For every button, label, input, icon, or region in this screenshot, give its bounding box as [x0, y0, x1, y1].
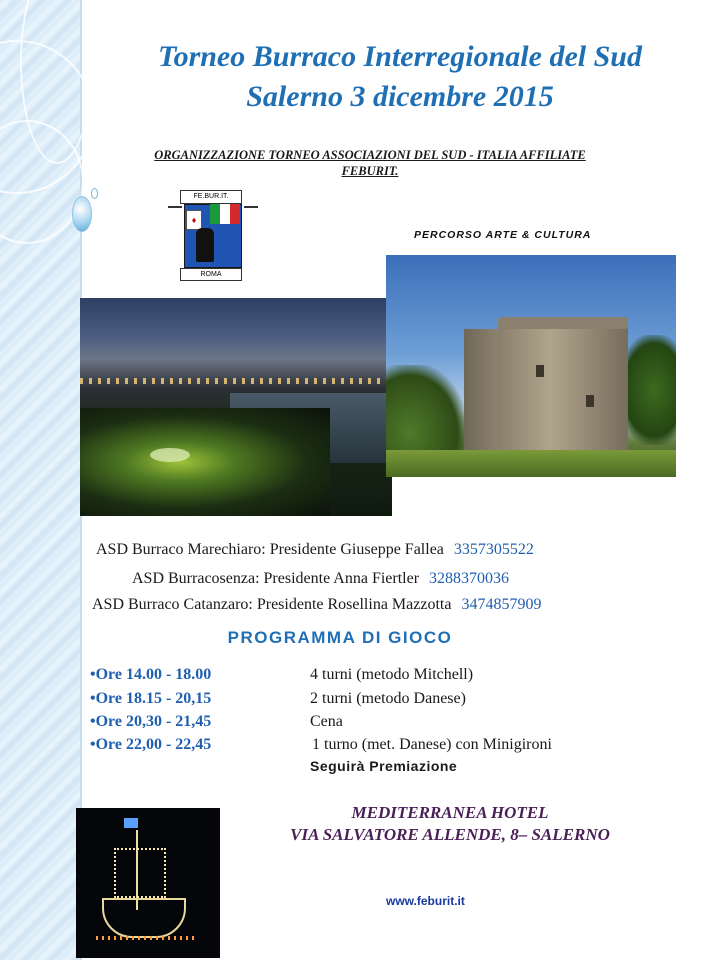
bead-decoration — [72, 196, 92, 232]
association-row — [92, 596, 541, 614]
ship-lights — [96, 936, 196, 940]
tower-body — [498, 325, 628, 460]
organization-line-2: FEBURIT. — [341, 164, 399, 178]
tower-window — [536, 365, 544, 377]
award-note: Seguirà Premiazione — [310, 758, 458, 774]
title-line-2: Salerno 3 dicembre 2015 — [246, 80, 554, 113]
culture-label: PERCORSO ARTE & CULTURA — [414, 229, 592, 241]
association-name: ASD Burracosenza: Presidente Anna Fiertler — [132, 570, 420, 587]
schedule-activity: Cena — [310, 713, 343, 730]
ship-hull — [102, 898, 186, 938]
tower-photo — [386, 255, 676, 477]
logo-top-label: FE.BUR.IT. — [180, 190, 242, 204]
schedule-time: •Ore 20,30 - 21,45 — [90, 713, 212, 730]
decorative-sidebar — [0, 0, 82, 960]
organization-line-1: ORGANIZZAZIONE TORNEO ASSOCIAZIONI DEL SUD - ITALIA AFFILIATE — [154, 148, 586, 162]
association-phone: 3288370036 — [429, 570, 510, 587]
italian-flag-icon — [210, 204, 240, 224]
logo-bottom-label: ROMA — [180, 268, 242, 281]
bead-decoration-small — [91, 188, 98, 199]
venue-address: VIA SALVATORE ALLENDE, 8– SALERNO — [290, 825, 610, 844]
feburit-logo — [166, 190, 260, 280]
programma-heading: PROGRAMMA DI GIOCO — [227, 628, 453, 647]
playing-card-icon: ♦ — [186, 210, 202, 230]
ship-sail — [114, 848, 166, 898]
schedule-activity: 4 turni (metodo Mitchell) — [310, 666, 474, 683]
fountain-shape — [150, 448, 190, 462]
association-row — [132, 570, 509, 588]
association-name: ASD Burraco Catanzaro: Presidente Rosellina Mazzotta — [92, 596, 452, 613]
salerno-night-photo — [80, 298, 392, 516]
schedule-time: •Ore 18.15 - 20,15 — [90, 690, 212, 707]
venue-name: MEDITERRANEA HOTEL — [351, 803, 549, 822]
association-row — [96, 541, 534, 559]
garden-shape — [80, 408, 330, 516]
tower-top — [498, 317, 628, 329]
logo-wing-left — [168, 206, 182, 208]
organization-text — [90, 147, 650, 179]
tower-window — [586, 395, 594, 407]
city-lights — [80, 378, 392, 384]
association-phone: 3357305522 — [453, 541, 534, 558]
association-name: ASD Burraco Marechiaro: Presidente Giuseppe Fallea — [96, 541, 444, 558]
schedule-time: •Ore 14.00 - 18.00 — [90, 666, 212, 683]
player-figure-icon — [196, 228, 214, 262]
association-phone: 3474857909 — [461, 596, 542, 613]
website-link[interactable]: www.feburit.it — [386, 894, 465, 908]
schedule-activity: 2 turni (metodo Danese) — [310, 690, 466, 707]
schedule-time: •Ore 22,00 - 22,45 — [90, 736, 212, 753]
ship-flag — [124, 818, 138, 828]
schedule-activity: 1 turno (met. Danese) con Minigironi — [312, 736, 552, 753]
grass-shape — [386, 450, 676, 477]
title-line-1: Torneo Burraco Interregionale del Sud — [158, 40, 642, 73]
illuminated-ship-photo — [76, 808, 220, 958]
logo-wing-right — [244, 206, 258, 208]
